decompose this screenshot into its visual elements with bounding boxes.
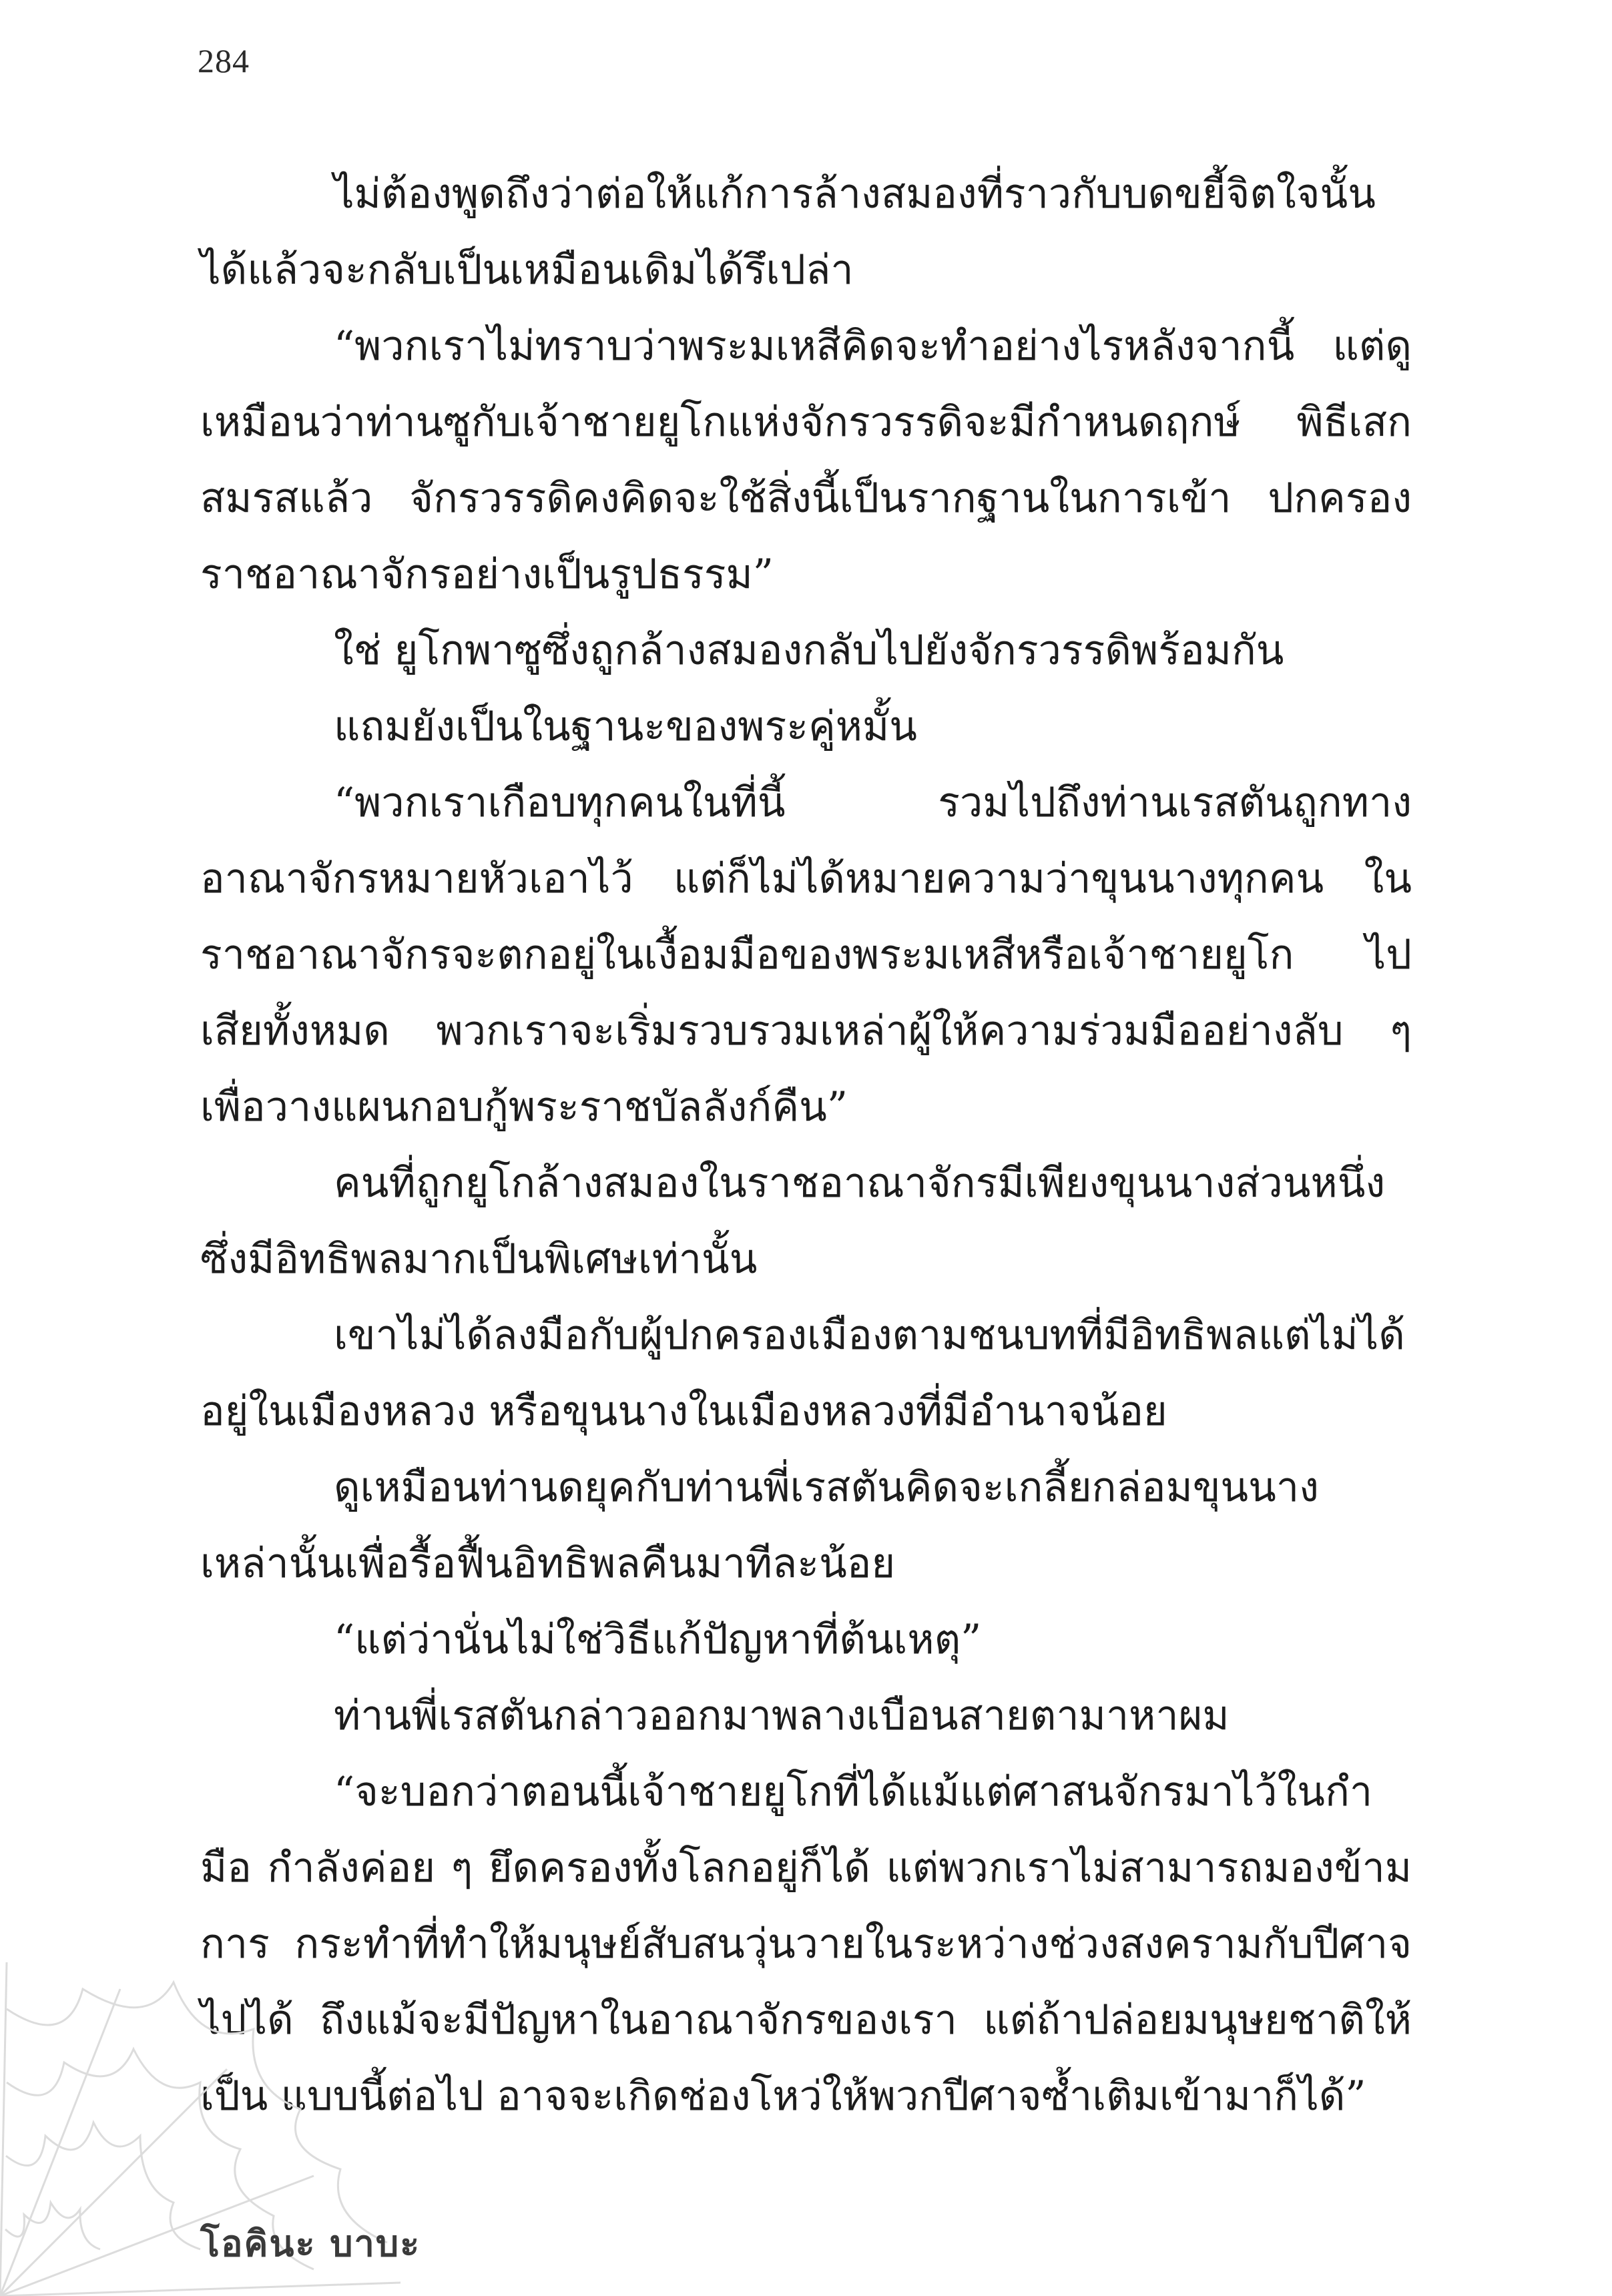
- text-line: “แต่ว่านั่นไม่ใช่วิธีแก้ปัญหาที่ต้นเหตุ”: [334, 1616, 982, 1663]
- text-line: คนที่ถูกยูโกล้างสมองในราชอาณาจักรมีเพียงขุนนางส่วนหนึ่ง: [334, 1159, 1386, 1207]
- text-line: ปกครองราชอาณาจักรอย่างเป็นรูปธรรม”: [200, 475, 1412, 598]
- text-line: อยู่ในเมืองหลวง หรือขุนนางในเมืองหลวงที่มีอำนาจน้อย: [200, 1388, 1167, 1435]
- paragraph: [200, 156, 1412, 308]
- text-line: ในราชอาณาจักรจะตกอยู่ในเงื้อมมือของพระมเหสีหรือเจ้าชายยูโก: [200, 855, 1412, 978]
- text-line: ซึ่งมีอิทธิพลมากเป็นพิเศษเท่านั้น: [200, 1235, 758, 1283]
- text-line: กระทำที่ทำให้มนุษย์สับสนวุ่นวายในระหว่างช่วงสงครามกับปีศาจไปได้: [200, 1920, 1412, 2044]
- paragraph: [200, 765, 1412, 1145]
- text-line: เหล่านั้นเพื่อรื้อฟื้นอิทธิพลคืนมาทีละน้อย: [200, 1540, 896, 1587]
- text-line: แถมยังเป็นในฐานะของพระคู่หมั้น: [334, 703, 917, 750]
- text-line: เขาไม่ได้ลงมือกับผู้ปกครองเมืองตามชนบทที่มีอิทธิพลแต่ไม่ได้: [334, 1312, 1405, 1359]
- text-line: “จะบอกว่าตอนนี้เจ้าชายยูโกที่ได้แม้แต่ศาสนจักรมาไว้ในกำมือ: [200, 1768, 1373, 1892]
- text-line: กำลังค่อย ๆ ยึดครองทั้งโลกอยู่ก็ได้ แต่พวกเราไม่สามารถมองข้ามการ: [200, 1844, 1412, 1968]
- paragraph: [200, 1602, 1412, 1678]
- text-line: แต่ดูเหมือนว่าท่านซูกับเจ้าชายยูโกแห่งจักรวรรดิจะมีกำหนดฤกษ์: [200, 322, 1412, 446]
- paragraph: [200, 308, 1412, 613]
- text-line: แบบนี้ต่อไป อาจจะเกิดช่องโหว่ให้พวกปีศาจซ้ำเติมเข้ามาก็ได้”: [280, 2072, 1366, 2120]
- text-line: “พวกเราเกือบทุกคนในที่นี้ รวมไปถึงท่านเรสตันถูกทาง: [334, 779, 1412, 826]
- paragraph: [200, 1145, 1412, 1298]
- page-number: 284: [198, 42, 250, 79]
- text-line: ถึงแม้จะมีปัญหาในอาณาจักรของเรา แต่ถ้าปล่อยมนุษยชาติให้เป็น: [200, 1996, 1412, 2120]
- text-line: ได้แล้วจะกลับเป็นเหมือนเดิมได้รึเปล่า: [200, 246, 854, 294]
- paragraph: [200, 689, 1412, 765]
- text-line: ดูเหมือนท่านดยุคกับท่านพี่เรสตันคิดจะเกลี้ยกล่อมขุนนาง: [334, 1464, 1319, 1511]
- text-line: เพื่อวางแผนกอบกู้พระราชบัลลังก์คืน”: [200, 1083, 848, 1131]
- text-line: ไม่ต้องพูดถึงว่าต่อให้แก้การล้างสมองที่ราวกับบดขยี้จิตใจนั้น: [334, 170, 1376, 218]
- text-line: ไปเสียทั้งหมด พวกเราจะเริ่มรวบรวมเหล่าผู้ให้ความร่วมมืออย่างลับ ๆ: [200, 931, 1412, 1055]
- text-line: พิธีเสกสมรสแล้ว จักรวรรดิคงคิดจะใช้สิ่งนี้เป็นรากฐานในการเข้า: [200, 398, 1412, 522]
- text-line: ท่านพี่เรสตันกล่าวออกมาพลางเบือนสายตามาหาผม: [334, 1692, 1230, 1739]
- text-line: ใช่ ยูโกพาซูซึ่งถูกล้างสมองกลับไปยังจักรวรรดิพร้อมกัน: [334, 627, 1284, 674]
- paragraph: [200, 1678, 1412, 1754]
- text-line: อาณาจักรหมายหัวเอาไว้ แต่ก็ไม่ได้หมายความว่าขุนนางทุกคน: [200, 855, 1324, 902]
- body-text: [200, 156, 1412, 2134]
- text-line: “พวกเราไม่ทราบว่าพระมเหสีคิดจะทำอย่างไรหลังจากนี้: [334, 322, 1295, 370]
- paragraph: [200, 1450, 1412, 1602]
- author-name: โอคินะ บาบะ: [200, 2223, 421, 2265]
- paragraph: [200, 1298, 1412, 1450]
- paragraph: [200, 613, 1412, 689]
